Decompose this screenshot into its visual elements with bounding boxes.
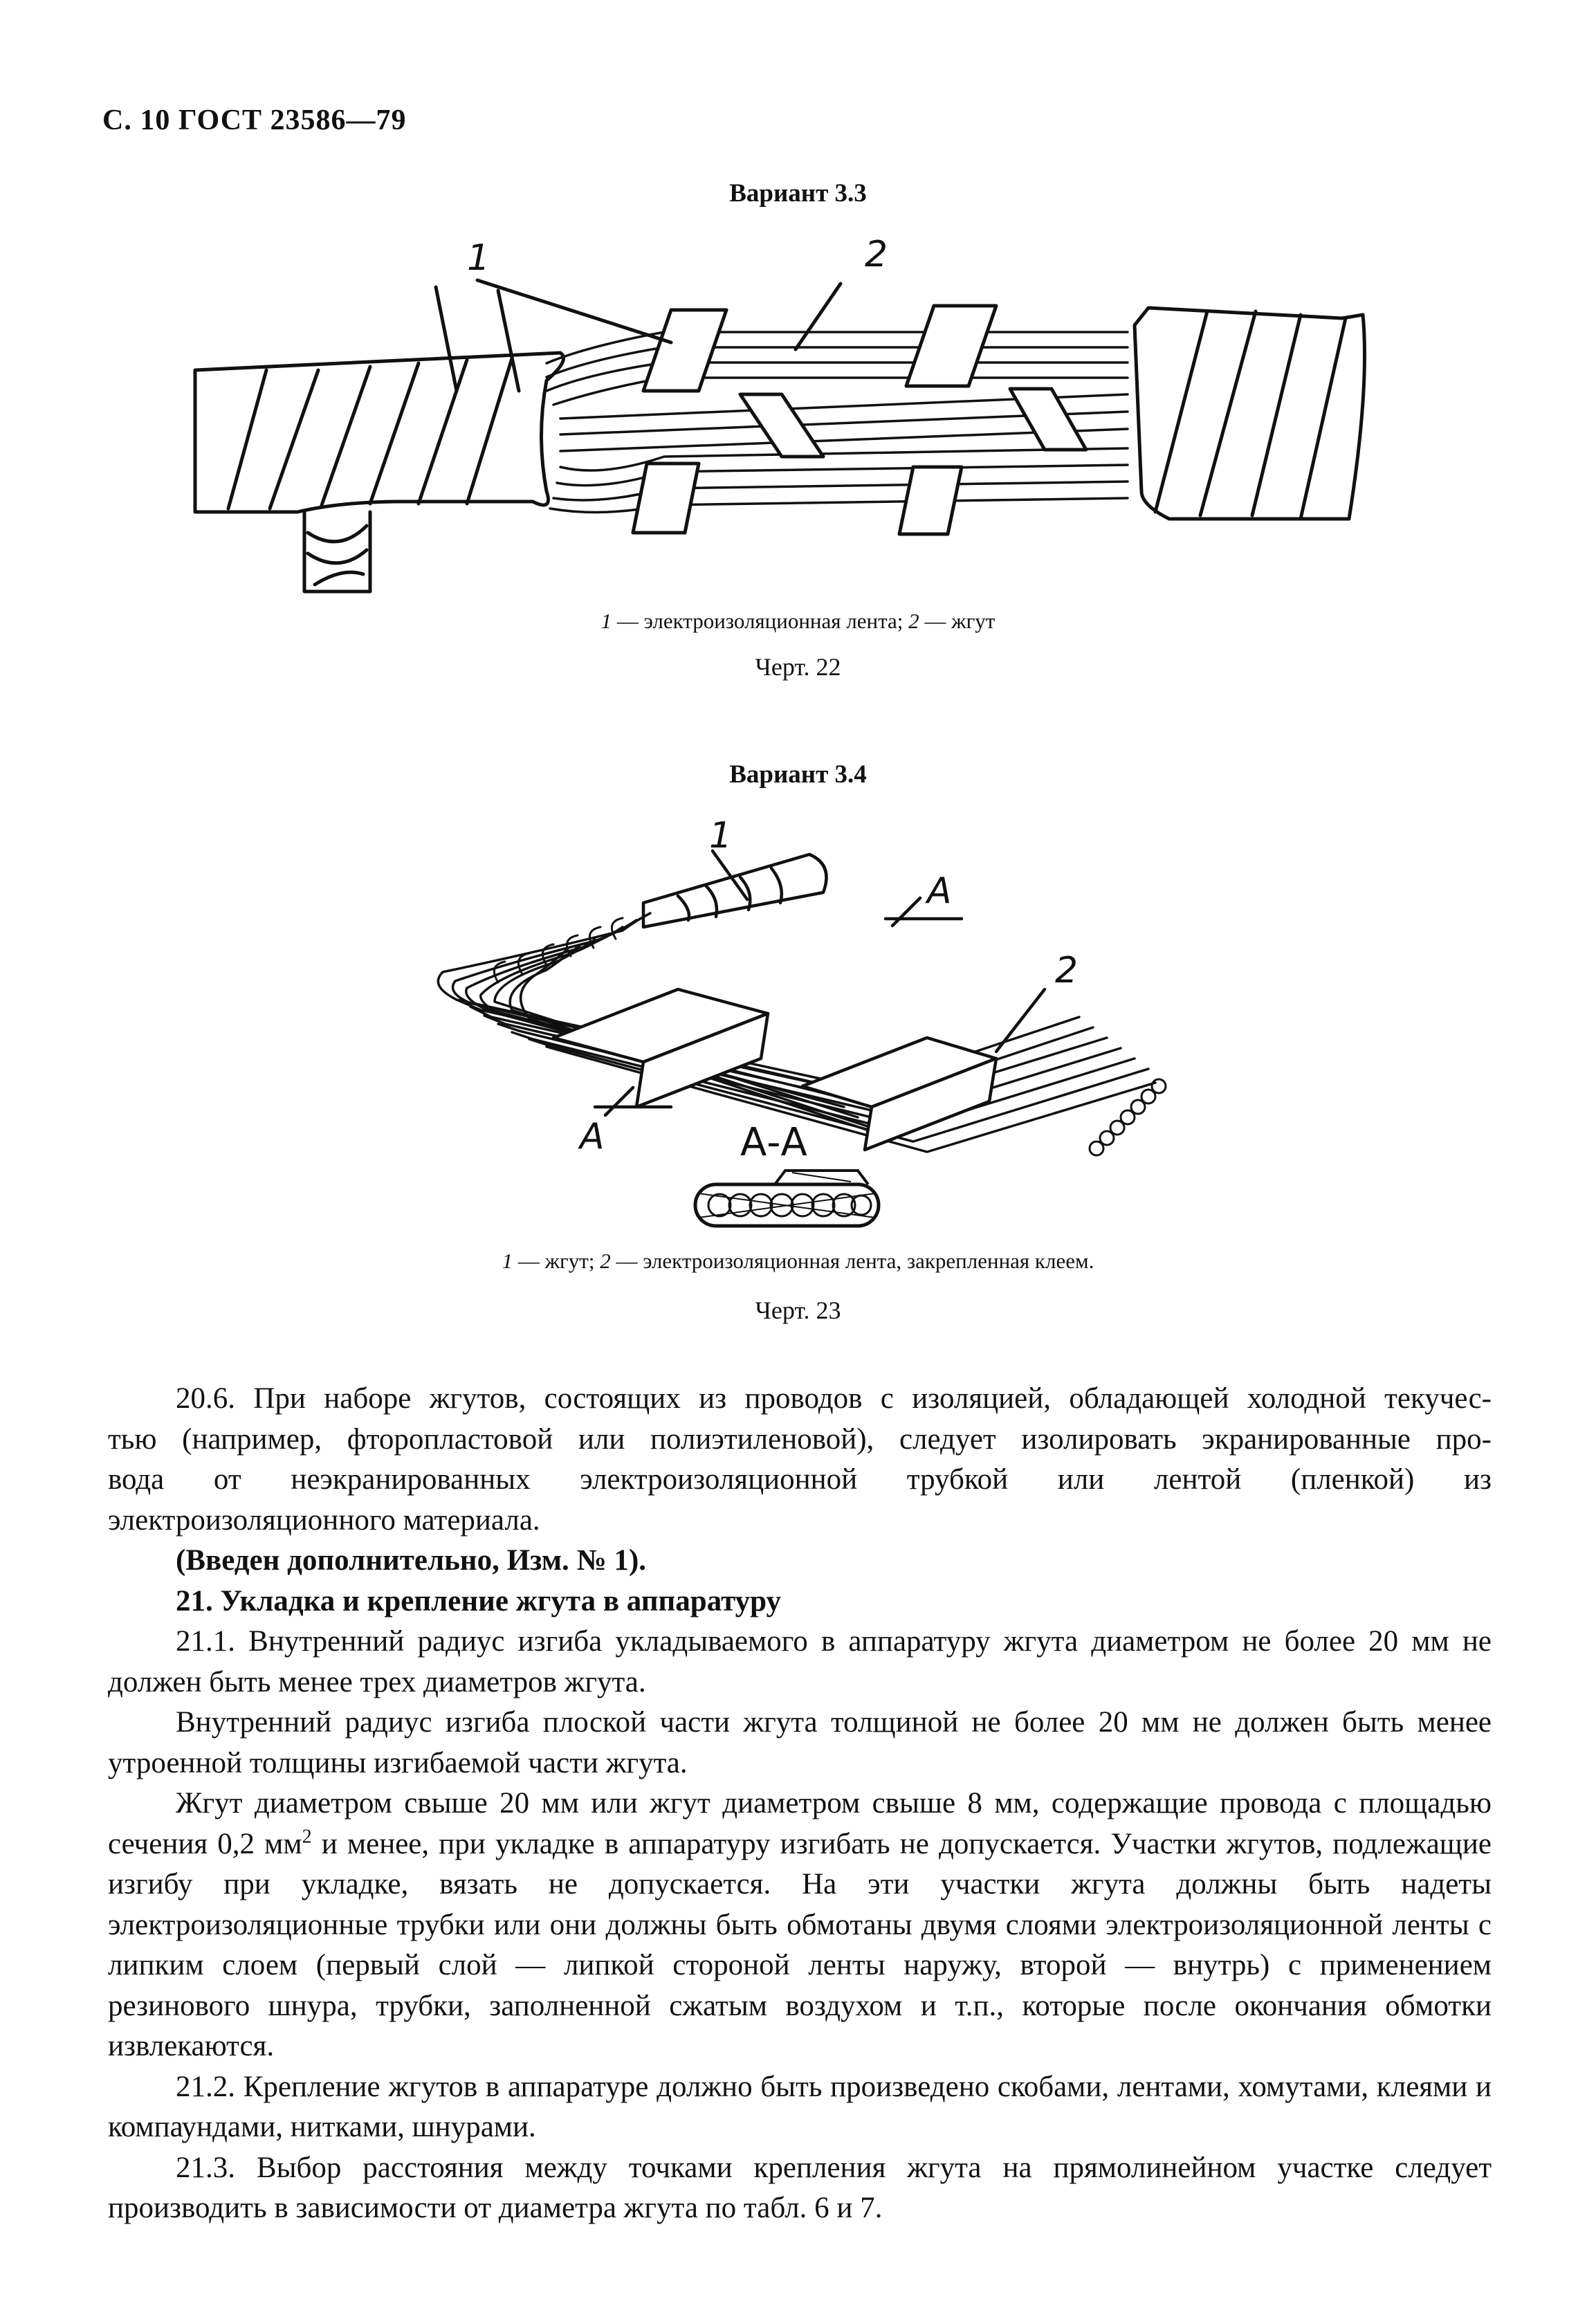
section-21-title: 21. Укладка и крепление жгута в аппаратуру bbox=[176, 1584, 781, 1617]
figure22-legend-text1: — электроизоляционная лента; bbox=[612, 609, 909, 633]
paragraph-21-1c bbox=[108, 1784, 1492, 2067]
paragraph-21-2: 21.2. Крепление жгутов в аппаратуре должно быть произведено скобами, лентами, хомутами, клеями и компаундами, нитками, шнурами. bbox=[108, 2070, 1492, 2143]
page-header: С. 10 ГОСТ 23586—79 bbox=[102, 104, 407, 136]
body-text bbox=[108, 1379, 1492, 2229]
figure23-legend bbox=[0, 1249, 1596, 1274]
figure22-label: Черт. 22 bbox=[755, 653, 841, 681]
paragraph-21-1c-a: Жгут диаметром свыше 20 мм или жгут диаметром свыше 8 мм, содержащие провода с площадью сечения 0,2 мм bbox=[108, 1787, 1492, 1860]
fig22-right-tape-stripes bbox=[1155, 311, 1346, 519]
superscript-2: 2 bbox=[302, 1826, 312, 1848]
p20-6-line1: 20.6. При наборе жгутов, состоящих из проводов с изоляцией, обладающей холодной текучес- bbox=[176, 1382, 1492, 1415]
fig23-cross-section bbox=[695, 1171, 879, 1226]
p20-6-line3: вода от неэкранированных электроизоляционной трубкой или лентой (пленкой) из bbox=[108, 1463, 1492, 1496]
fig23-section-mark-top: А bbox=[927, 870, 952, 912]
figure22-legend bbox=[0, 609, 1596, 634]
p20-6-line4: электроизоляционного материала. bbox=[108, 1503, 540, 1537]
paragraph-21-1: 21.1. Внутренний радиус изгиба укладываемого в аппаратуру жгута диаметром не более 20 мм не должен быть менее трех диаметров жгута. bbox=[108, 1625, 1492, 1698]
figure23-label: Черт. 23 bbox=[755, 1296, 841, 1324]
fig23-wires bbox=[438, 913, 1155, 1152]
paragraph-21-1c-b: и менее, при укладке в аппаратуру изгибать не допускается. Участки жгутов, подлежащие изгибу при укладке, вязать не допускается. На эти участки жгута должны быть надеты электроизоляционные трубки или они должны быть обмотаны двумя слоями электроизоляционной ленты с липким слоем (первый слой — липкой стороной ленты наружу, второй — внутрь) с применением резинового шнура, трубки, заполненной сжатым воздухом и т.п., которые после окончания обмотки извлекаются. bbox=[108, 1827, 1492, 2062]
figure22-legend-num1: 1 bbox=[600, 609, 612, 633]
fig23-tube bbox=[643, 854, 827, 927]
fig22-left-tape-stripes bbox=[228, 358, 512, 508]
p20-6-line2: тью (например, фторопластовой или полиэтиленовой), следует изолировать экранированные про- bbox=[108, 1422, 1492, 1456]
figure22-legend-text2: — жгут bbox=[919, 609, 996, 633]
paragraph-21-3: 21.3. Выбор расстояния между точками крепления жгута на прямолинейном участке следует производить в зависимости от диаметра жгута по табл. 6 и 7. bbox=[108, 2151, 1492, 2224]
fig22-callout-2: 2 bbox=[865, 234, 888, 275]
fig23-section-mark-bottom: А bbox=[580, 1116, 605, 1157]
figure22-drawing bbox=[187, 228, 1377, 616]
figure23-variant-title: Вариант 3.4 bbox=[729, 760, 867, 789]
figure23-legend-text1: — жгут; bbox=[513, 1249, 600, 1273]
fig23-callout-1: 1 bbox=[709, 816, 733, 856]
figure23-legend-text2: — электроизоляционная лента, закрепленная клеем. bbox=[610, 1249, 1094, 1273]
fig23-callout-2: 2 bbox=[1055, 950, 1079, 991]
figure23-legend-num2: 2 bbox=[600, 1249, 611, 1273]
fig22-branch bbox=[304, 512, 370, 592]
fig23-section-title: А-А bbox=[740, 1120, 807, 1165]
figure22-variant-title: Вариант 3.3 bbox=[729, 179, 867, 208]
figure23-drawing bbox=[415, 816, 1176, 1238]
fig22-callout-2-leader bbox=[796, 284, 841, 349]
amendment-note: (Введен дополнительно, Изм. № 1). bbox=[176, 1544, 647, 1577]
paragraph-21-1b: Внутренний радиус изгиба плоской части жгута толщиной не более 20 мм не должен быть менее утроенной толщины изгибаемой части жгута. bbox=[108, 1706, 1492, 1779]
fig23-callout-2-leader bbox=[996, 989, 1045, 1052]
fig22-callout-1: 1 bbox=[467, 237, 490, 279]
figure23-legend-num1: 1 bbox=[502, 1249, 513, 1273]
figure22-legend-num2: 2 bbox=[908, 609, 919, 633]
